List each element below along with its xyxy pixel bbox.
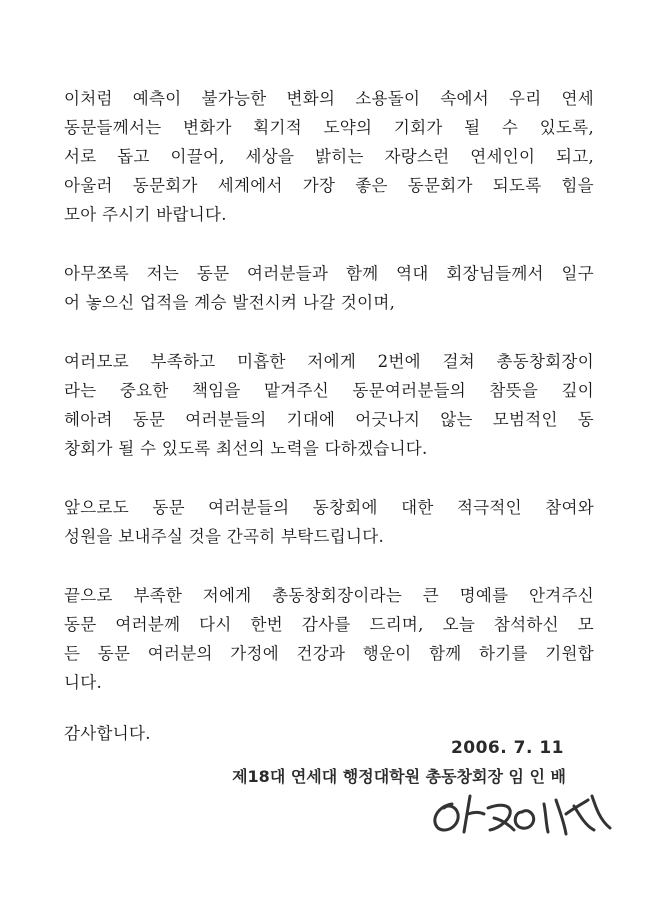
text-line: 창회가 될 수 있도록 최선의 노력을 다하겠습니다. [64,439,428,458]
letter-date: 2006. 7. 11 [450,738,564,758]
text-line: 아무쪼록 저는 동문 여러분들과 함께 역대 회장님들께서 일구 [64,264,594,283]
paragraph-gap [64,551,594,581]
text-line: 성원을 보내주실 것을 간곡히 부탁드립니다. [64,527,385,546]
text-line: 서로 돕고 이끌어, 세상을 밝히는 자랑스런 연세인이 되고, [64,147,594,166]
text-line: 라는 중요한 책임을 맡겨주신 동문여러분들의 참뜻을 깊이 [64,381,594,400]
text-line: 어 놓으신 업적을 계승 발전시켜 나갈 것이며, [64,293,396,312]
text-line: 동문들께서는 변화가 획기적 도약의 기회가 될 수 있도록, [64,118,594,137]
letter-body [64,84,594,748]
paragraph-1 [64,84,594,229]
text-line: 동문 여러분께 다시 한번 감사를 드리며, 오늘 참석하신 모 [64,615,594,634]
text-line: 모아 주시기 바랍니다. [64,205,227,224]
text-line: 니다. [64,673,103,692]
paragraph-2 [64,259,594,317]
text-line: 여러모로 부족하고 미흡한 저에게 2번에 걸쳐 총동창회장이 [64,352,594,371]
paragraph-5 [64,581,594,697]
text-line: 끝으로 부족한 저에게 총동창회장이라는 큰 명예를 안겨주신 [64,586,594,605]
paragraph-gap [64,317,594,347]
text-line: 헤아려 동문 여러분들의 기대에 어긋나지 않는 모범적인 동 [64,410,594,429]
paragraph-gap [64,697,594,719]
text-line: 든 동문 여러분의 가정에 건강과 행운이 함께 하기를 기원합 [64,644,594,663]
closing-remark: 감사합니다. [64,724,151,743]
handwritten-signature-icon [424,790,624,838]
text-line: 아울러 동문회가 세계에서 가장 좋은 동문회가 되도록 힘을 [64,176,594,195]
paragraph-3 [64,347,594,463]
paragraph-gap [64,463,594,493]
text-line: 이처럼 예측이 불가능한 변화의 소용돌이 속에서 우리 연세 [64,89,594,108]
paragraph-gap [64,229,594,259]
text-line: 앞으로도 동문 여러분들의 동창회에 대한 적극적인 참여와 [64,498,594,517]
paragraph-4 [64,493,594,551]
author-title: 제18대 연세대 행정대학원 총동창회장 임 인 배 [232,767,566,786]
